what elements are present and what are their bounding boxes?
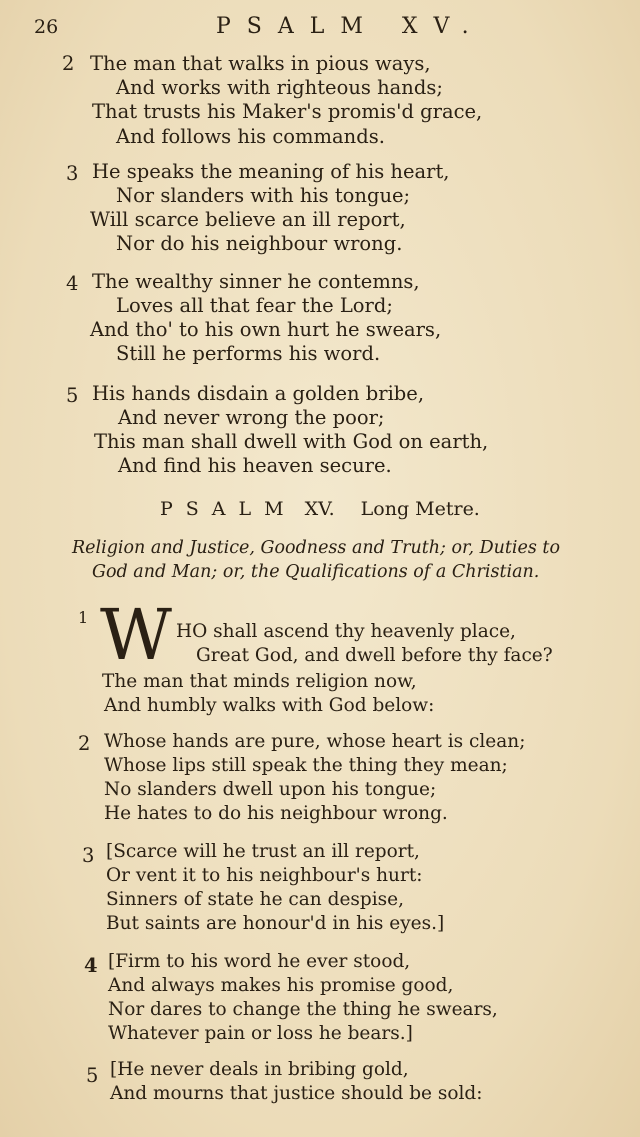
verse-number: 2 [62, 52, 75, 75]
verse-line: Nor do his neighbour wrong. [116, 232, 403, 255]
verse-line: That trusts his Maker's promis'd grace, [92, 100, 483, 123]
verse-line: And find his heaven secure. [118, 454, 392, 477]
verse-line: And follows his commands. [116, 125, 385, 148]
verse-line: And works with righteous hands; [116, 76, 443, 99]
verse-line: He speaks the meaning of his heart, [92, 160, 450, 183]
verse-line: And never wrong the poor; [118, 406, 385, 429]
verse-line: HO shall ascend thy heavenly place, [176, 621, 516, 642]
verse-number: 5 [86, 1064, 99, 1087]
verse-line: Nor slanders with his tongue; [116, 184, 411, 207]
verse-line: He hates to do his neighbour wrong. [104, 803, 448, 824]
verse-number: 3 [82, 844, 95, 867]
verse-line: And humbly walks with God below: [104, 695, 435, 716]
metre-label: Long Metre. [360, 498, 480, 520]
psalm-word: PSALM [160, 498, 297, 520]
verse-line: This man shall dwell with God on earth, [94, 430, 489, 453]
page-number: 26 [34, 16, 59, 38]
drop-cap: W [100, 594, 172, 676]
page-header [34, 14, 580, 44]
verse-line: [He never deals in bribing gold, [110, 1059, 409, 1080]
verse-line: No slanders dwell upon his tongue; [104, 779, 437, 800]
psalm-subtitle: God and Man; or, the Qualifications of a Christian. [92, 562, 540, 582]
verse-line: Still he performs his word. [116, 342, 381, 365]
verse-line: His hands disdain a golden bribe, [92, 382, 425, 405]
verse-line: And tho' to his own hurt he swears, [90, 318, 442, 341]
verse-line: The man that walks in pious ways, [90, 52, 431, 75]
verse-number: 1 [78, 608, 89, 627]
verse-line: [Scarce will he trust an ill report, [106, 841, 420, 862]
verse-number: 2 [78, 732, 91, 755]
verse-line: [Firm to his word he ever stood, [108, 951, 411, 972]
verse-line: Will scarce believe an ill report, [90, 208, 406, 231]
verse-line: The man that minds religion now, [102, 671, 417, 692]
psalm-title [160, 498, 480, 520]
verse-number: 5 [66, 384, 79, 407]
psalm-numeral: XV. [304, 498, 335, 520]
verse-line: Or vent it to his neighbour's hurt: [106, 865, 423, 886]
verse-line: Sinners of state he can despise, [106, 889, 404, 910]
verse-line: Nor dares to change the thing he swears, [108, 999, 498, 1020]
verse-line: The wealthy sinner he contemns, [92, 270, 420, 293]
verse-line: And always makes his promise good, [108, 975, 454, 996]
verse-line: Whose hands are pure, whose heart is clean; [104, 731, 526, 752]
verse-number: 3 [66, 162, 79, 185]
verse-line: And mourns that justice should be sold: [110, 1083, 483, 1104]
verse-number: 4 [84, 954, 98, 977]
verse-line: Great God, and dwell before thy face? [196, 645, 553, 666]
verse-line: Loves all that fear the Lord; [116, 294, 393, 317]
running-title: PSALM XV. [216, 14, 485, 39]
verse-line: But saints are honour'd in his eyes.] [106, 913, 445, 934]
psalm-subtitle: Religion and Justice, Goodness and Truth; or, Duties to [72, 538, 560, 558]
verse-number: 4 [66, 272, 79, 295]
verse-line: Whose lips still speak the thing they mean; [104, 755, 508, 776]
verse-line: Whatever pain or loss he bears.] [108, 1023, 413, 1044]
